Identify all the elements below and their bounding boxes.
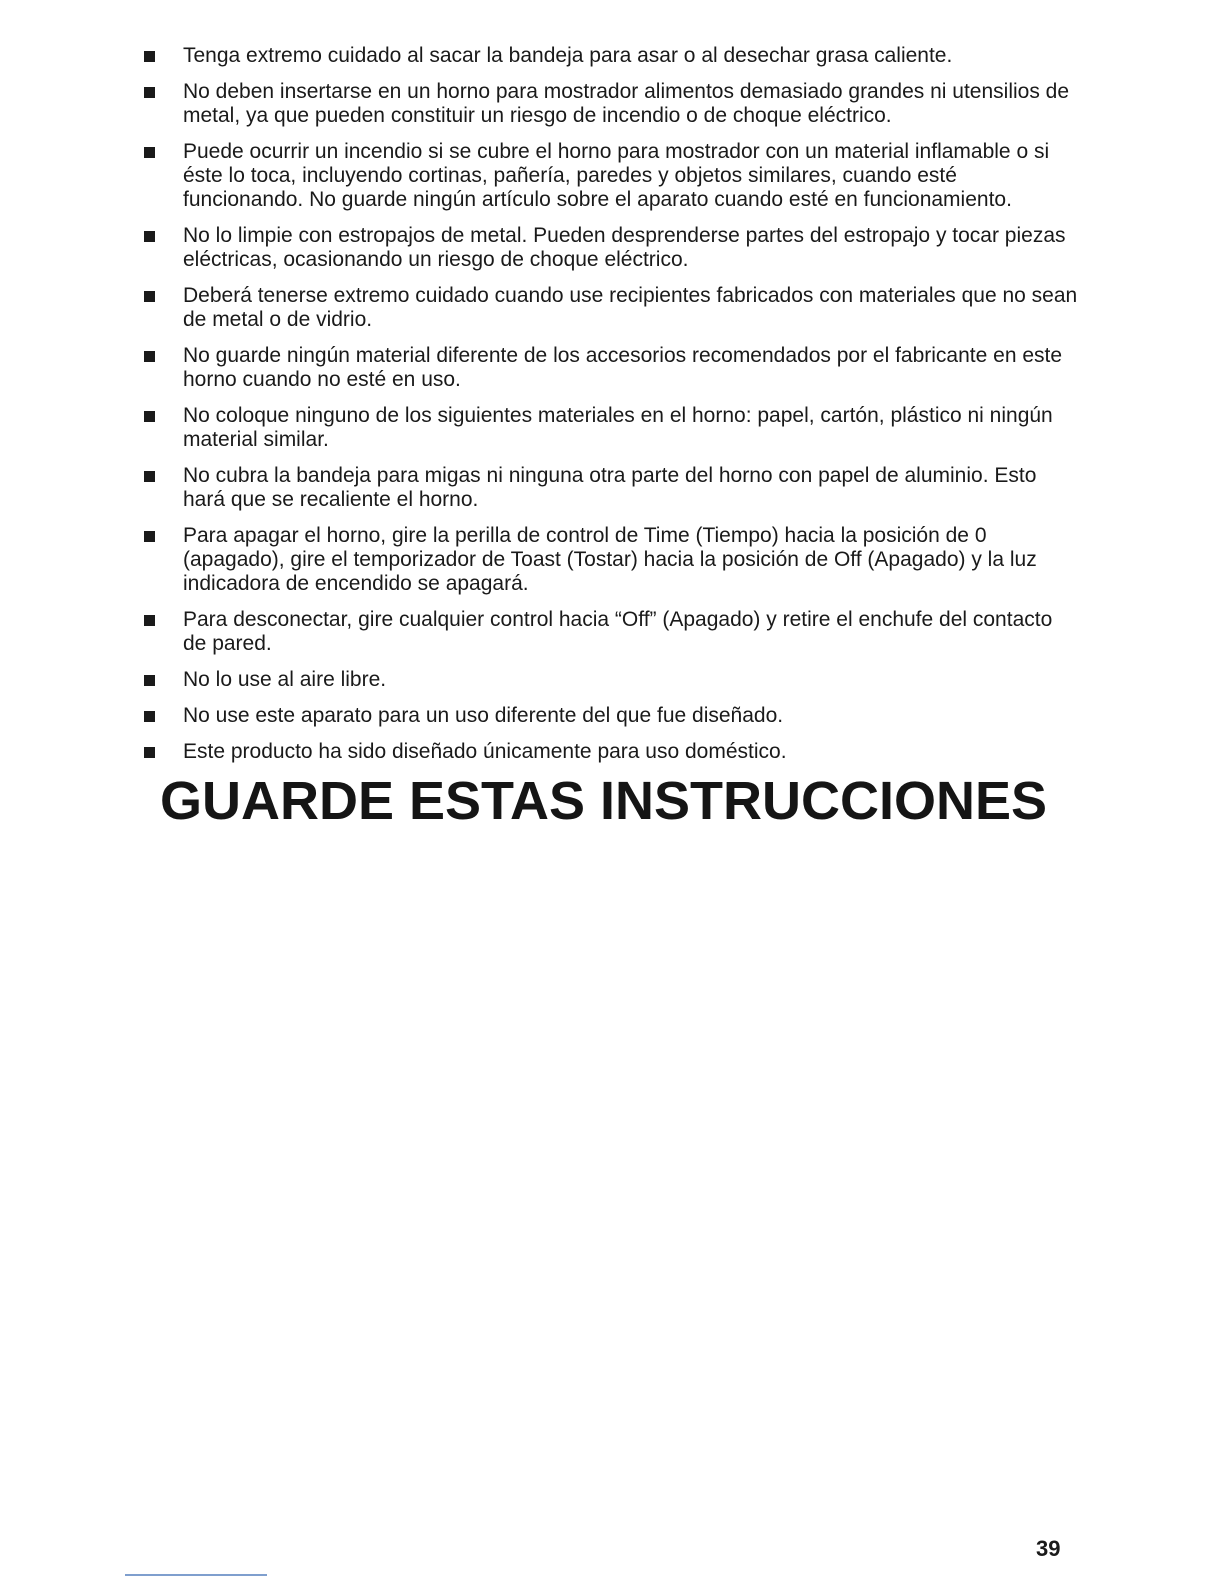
bullet-text: Puede ocurrir un incendio si se cubre el horno para mostrador con un material inflamable o si éste lo toca, incluyendo cortinas, pañería, paredes y objetos similares, cuando esté funcionando. No guarde ningún artículo sobre el aparato cuando esté en funcionamiento. [183,140,1050,211]
save-instructions-heading: GUARDE ESTAS INSTRUCCIONES [160,771,1048,831]
square-bullet-icon [144,471,155,482]
bullet-text: No deben insertarse en un horno para mostrador alimentos demasiado grandes ni utensilios de metal, ya que pueden constituir un riesgo de incendio o de choque eléctrico. [183,80,1070,127]
bullet-item-12 [140,704,1080,728]
square-bullet-icon [144,411,155,422]
bullet-item-13 [140,740,1080,764]
bullet-text: No lo use al aire libre. [183,668,387,691]
bullet-item-4 [140,224,1080,272]
bullet-item-3 [140,140,1080,212]
bullet-item-5 [140,284,1080,332]
bullet-item-11 [140,668,1080,692]
square-bullet-icon [144,675,155,686]
square-bullet-icon [144,351,155,362]
square-bullet-icon [144,87,155,98]
bullet-item-6 [140,344,1080,392]
bullet-item-8 [140,464,1080,512]
bullet-text: No cubra la bandeja para migas ni ninguna otra parte del horno con papel de aluminio. Esto hará que se recaliente el horno. [183,464,1037,511]
square-bullet-icon [144,531,155,542]
bullet-text: Para desconectar, gire cualquier control hacia “Off” (Apagado) y retire el enchufe del contacto de pared. [183,608,1053,655]
bullet-text: Este producto ha sido diseñado únicamente para uso doméstico. [183,740,787,763]
bullet-text: No lo limpie con estropajos de metal. Pueden desprenderse partes del estropajo y tocar piezas eléctricas, ocasionando un riesgo de choque eléctrico. [183,224,1066,271]
square-bullet-icon [144,615,155,626]
bullet-text: No guarde ningún material diferente de los accesorios recomendados por el fabricante en este horno cuando no esté en uso. [183,344,1063,391]
bullet-item-2 [140,80,1080,128]
square-bullet-icon [144,231,155,242]
bullet-item-10 [140,608,1080,656]
square-bullet-icon [144,747,155,758]
square-bullet-icon [144,147,155,158]
bullet-text: Para apagar el horno, gire la perilla de control de Time (Tiempo) hacia la posición de 0 (apagado), gire el temporizador de Toast (Tostar) hacia la posición de Off (Apagado) y la luz indicadora de encendido se apagará. [183,524,1037,595]
footer-rule [125,1574,267,1576]
safety-bullet-list [140,44,1080,764]
bullet-text: No coloque ninguno de los siguientes materiales en el horno: papel, cartón, plástico ni ningún material similar. [183,404,1053,451]
bullet-text: No use este aparato para un uso diferente del que fue diseñado. [183,704,784,727]
square-bullet-icon [144,291,155,302]
square-bullet-icon [144,711,155,722]
page-number: 39 [1036,1536,1061,1561]
bullet-item-9 [140,524,1080,596]
bullet-item-7 [140,404,1080,452]
safety-instructions [140,44,1080,836]
bullet-text: Tenga extremo cuidado al sacar la bandeja para asar o al desechar grasa caliente. [183,44,953,67]
square-bullet-icon [144,51,155,62]
bullet-item-1 [140,44,1080,68]
bullet-text: Deberá tenerse extremo cuidado cuando use recipientes fabricados con materiales que no sean de metal o de vidrio. [183,284,1078,331]
